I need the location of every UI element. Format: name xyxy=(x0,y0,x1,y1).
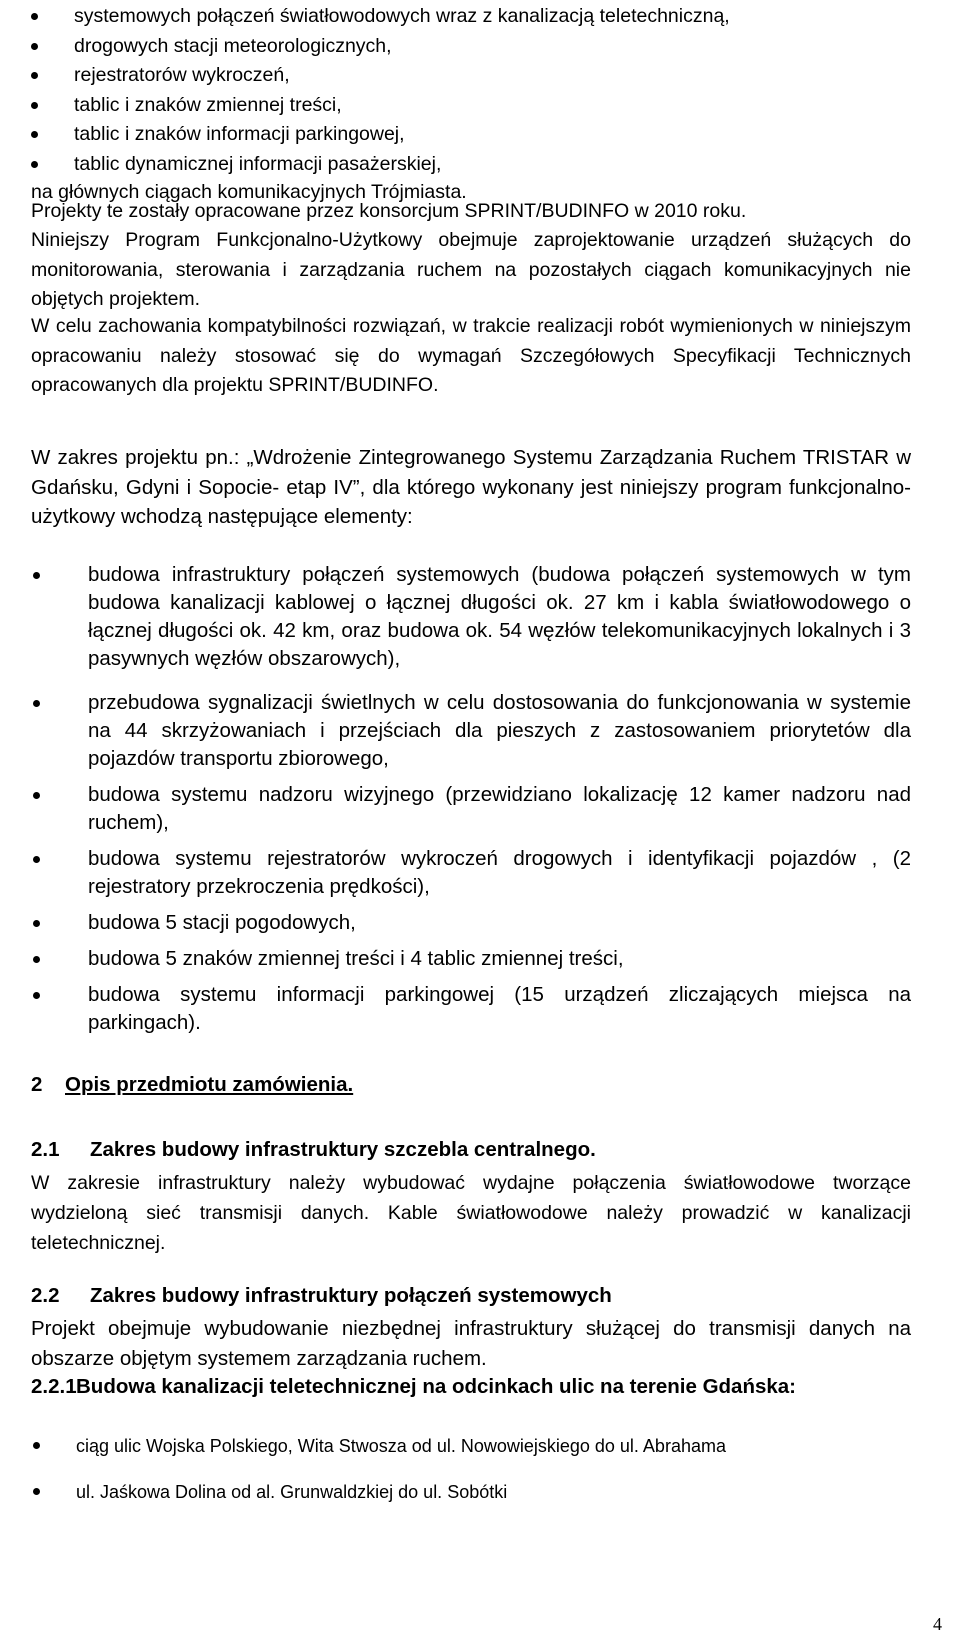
bullet-icon xyxy=(33,700,40,707)
bullet-icon xyxy=(33,572,40,579)
paragraph-program-scope: Niniejszy Program Funkcjonalno-Użytkowy obejmuje zaprojektowanie urządzeń służących do monitorowania, sterowania i zarządzania ruchem na pozostałych ciągach komunikacyjnych nie objętych projektem. xyxy=(31,229,911,310)
list-item: tablic i znaków zmiennej treści, xyxy=(31,91,911,121)
bullet-icon xyxy=(31,161,38,168)
bullet-icon xyxy=(33,1442,40,1449)
bullet-icon xyxy=(33,956,40,963)
section-2-1-text: W zakresie infrastruktury należy wybudować wydajne połączenia światłowodowe tworzące wydzieloną sieć transmisji danych. Kable światłowodowe należy prowadzić w kanalizacji teletechnicznej. xyxy=(31,1172,911,1254)
bullet-icon xyxy=(31,13,38,20)
bullet-icon xyxy=(31,43,38,50)
list-item: budowa systemu nadzoru wizyjnego (przewidziano lokalizację 12 kamer nadzoru nad ruchem), xyxy=(31,781,911,837)
list-item: budowa 5 znaków zmiennej treści i 4 tablic zmiennej treści, xyxy=(31,945,911,973)
bullet-icon xyxy=(31,102,38,109)
project-elements-list xyxy=(31,561,911,1037)
streets-list xyxy=(31,1433,911,1505)
paragraph-project-scope: W zakres projektu pn.: „Wdrożenie Zintegrowanego Systemu Zarządzania Ruchem TRISTAR w Gdańsku, Gdyni i Sopocie- etap IV”, dla którego wykonany jest niniejszy program funkcjonalno-użytkowy wchodzą następujące elementy: xyxy=(31,446,911,528)
list-item: budowa systemu informacji parkingowej (15 urządzeń zliczających miejsca na parkingach). xyxy=(31,981,911,1037)
list-item: budowa 5 stacji pogodowych, xyxy=(31,909,911,937)
paragraph-consortium: Projekty te zostały opracowane przez konsorcjum SPRINT/BUDINFO w 2010 roku. xyxy=(31,200,747,222)
list-item: budowa infrastruktury połączeń systemowych (budowa połączeń systemowych w tym budowa kanalizacji kablowej o łącznej długości ok. 27 km i kabla światłowodowego o łącznej długości ok. 42 km, oraz budowa ok. 54 węzłów telekomunikacyjnych lokalnych i 3 pasywnych węzłów obszarowych), xyxy=(31,561,911,673)
list-item: rejestratorów wykroczeń, xyxy=(31,61,911,91)
bullet-icon xyxy=(33,1488,40,1495)
list-item: ciąg ulic Wojska Polskiego, Wita Stwosza od ul. Nowowiejskiego do ul. Abrahama xyxy=(31,1433,911,1459)
bullet-icon xyxy=(33,992,40,999)
paragraph-main-routes: na głównych ciągach komunikacyjnych Trójmiasta. xyxy=(31,181,467,203)
bullet-icon xyxy=(31,72,38,79)
list-item: budowa systemu rejestratorów wykroczeń drogowych i identyfikacji pojazdów , (2 rejestratory przekroczenia prędkości), xyxy=(31,845,911,901)
bullet-icon xyxy=(33,856,40,863)
list-item: drogowych stacji meteorologicznych, xyxy=(31,32,911,62)
bullet-icon xyxy=(33,920,40,927)
bullet-icon xyxy=(33,792,40,799)
section-2-2-heading: 2.2 Zakres budowy infrastruktury połączeń systemowych xyxy=(31,1284,612,1307)
section-2-2-1-heading: 2.2.1 Budowa kanalizacji teletechnicznej na odcinkach ulic na terenie Gdańska: xyxy=(31,1375,797,1398)
section-2-heading: 2 Opis przedmiotu zamówienia. xyxy=(31,1073,354,1096)
list-item: przebudowa sygnalizacji świetlnych w celu dostosowania do funkcjonowania w systemie na 44 skrzyżowaniach i przejściach dla pieszych z zastosowaniem priorytetów dla pojazdów transportu zbiorowego, xyxy=(31,689,911,773)
infrastructure-list xyxy=(31,2,911,179)
list-item: ul. Jaśkowa Dolina od al. Grunwaldzkiej do ul. Sobótki xyxy=(31,1479,911,1505)
section-2-1-heading: 2.1 Zakres budowy infrastruktury szczebla centralnego. xyxy=(31,1138,596,1161)
list-item: tablic dynamicznej informacji pasażerskiej, xyxy=(31,150,911,180)
bullet-icon xyxy=(31,131,38,138)
paragraph-compatibility: W celu zachowania kompatybilności rozwiązań, w trakcie realizacji robót wymienionych w niniejszym opracowaniu należy stosować się do wymagań Szczegółowych Specyfikacji Technicznych opracowanych dla projektu SPRINT/BUDINFO. xyxy=(31,315,911,396)
list-item: systemowych połączeń światłowodowych wraz z kanalizacją teletechniczną, xyxy=(31,2,911,32)
list-item: tablic i znaków informacji parkingowej, xyxy=(31,120,911,150)
page-number: 4 xyxy=(933,1614,942,1634)
section-2-2-text: Projekt obejmuje wybudowanie niezbędnej infrastruktury służącej do transmisji danych na obszarze objętym systemem zarządzania ruchem. xyxy=(31,1317,911,1370)
